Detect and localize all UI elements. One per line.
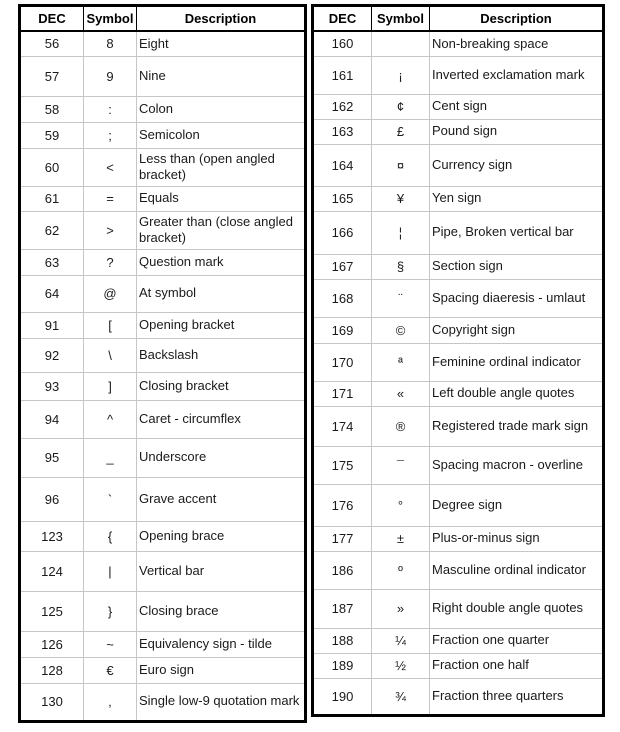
symbol-cell: ° bbox=[372, 484, 430, 526]
description-cell: Currency sign bbox=[430, 144, 604, 186]
dec-cell: 58 bbox=[20, 96, 84, 122]
table-row bbox=[313, 526, 604, 551]
description-cell: Feminine ordinal indicator bbox=[430, 343, 604, 381]
symbol-cell: : bbox=[84, 96, 137, 122]
header-dec: DEC bbox=[20, 6, 84, 32]
description-cell: Fraction one quarter bbox=[430, 628, 604, 653]
table-row bbox=[20, 31, 306, 56]
description-cell: Pound sign bbox=[430, 119, 604, 144]
description-cell: Plus-or-minus sign bbox=[430, 526, 604, 551]
table-row bbox=[313, 119, 604, 144]
description-cell: Caret - circumflex bbox=[137, 400, 306, 438]
table-row bbox=[20, 211, 306, 249]
symbol-cell: ¤ bbox=[372, 144, 430, 186]
symbol-cell: ¼ bbox=[372, 628, 430, 653]
symbol-cell: ] bbox=[84, 372, 137, 400]
table-row bbox=[20, 438, 306, 477]
description-cell: Section sign bbox=[430, 254, 604, 279]
description-cell: Fraction three quarters bbox=[430, 678, 604, 715]
symbol-cell: \ bbox=[84, 338, 137, 372]
dec-cell: 93 bbox=[20, 372, 84, 400]
table-row bbox=[313, 31, 604, 56]
description-cell: Closing bracket bbox=[137, 372, 306, 400]
symbol-cell: _ bbox=[84, 438, 137, 477]
table-row bbox=[20, 521, 306, 551]
symbol-cell: ¢ bbox=[372, 94, 430, 119]
ascii-table-right bbox=[311, 4, 605, 717]
dec-cell: 171 bbox=[313, 381, 372, 406]
dec-cell: 170 bbox=[313, 343, 372, 381]
dec-cell: 186 bbox=[313, 551, 372, 589]
header-symbol: Symbol bbox=[84, 6, 137, 32]
description-cell: At symbol bbox=[137, 275, 306, 312]
description-cell: Less than (open angled bracket) bbox=[137, 148, 306, 186]
header-row bbox=[20, 6, 306, 32]
symbol-cell: ; bbox=[84, 122, 137, 148]
symbol-cell: 9 bbox=[84, 56, 137, 96]
table-row bbox=[20, 96, 306, 122]
dec-cell: 59 bbox=[20, 122, 84, 148]
table-row bbox=[313, 628, 604, 653]
dec-cell: 64 bbox=[20, 275, 84, 312]
character-code-tables bbox=[18, 4, 605, 723]
table-row bbox=[313, 254, 604, 279]
table-row bbox=[313, 317, 604, 343]
symbol-cell: º bbox=[372, 551, 430, 589]
symbol-cell: ¯ bbox=[372, 446, 430, 484]
description-cell: Greater than (close angled bracket) bbox=[137, 211, 306, 249]
table-row bbox=[20, 657, 306, 683]
dec-cell: 168 bbox=[313, 279, 372, 317]
table-row bbox=[20, 683, 306, 721]
table-row bbox=[20, 148, 306, 186]
table-row bbox=[20, 312, 306, 338]
dec-cell: 60 bbox=[20, 148, 84, 186]
description-cell: Vertical bar bbox=[137, 551, 306, 591]
dec-cell: 96 bbox=[20, 477, 84, 521]
header-row bbox=[313, 6, 604, 32]
symbol-cell: ¥ bbox=[372, 186, 430, 211]
table-row bbox=[20, 249, 306, 275]
table-row bbox=[20, 338, 306, 372]
dec-cell: 123 bbox=[20, 521, 84, 551]
description-cell: Inverted exclamation mark bbox=[430, 56, 604, 94]
dec-cell: 61 bbox=[20, 186, 84, 211]
description-cell: Opening bracket bbox=[137, 312, 306, 338]
symbol-cell: ¡ bbox=[372, 56, 430, 94]
table-row bbox=[313, 211, 604, 254]
symbol-cell: ½ bbox=[372, 653, 430, 678]
table-row bbox=[20, 400, 306, 438]
table-row bbox=[20, 477, 306, 521]
description-cell: Fraction one half bbox=[430, 653, 604, 678]
description-cell: Question mark bbox=[137, 249, 306, 275]
symbol-cell: ^ bbox=[84, 400, 137, 438]
dec-cell: 162 bbox=[313, 94, 372, 119]
dec-cell: 190 bbox=[313, 678, 372, 715]
symbol-cell: @ bbox=[84, 275, 137, 312]
dec-cell: 63 bbox=[20, 249, 84, 275]
description-cell: Non-breaking space bbox=[430, 31, 604, 56]
description-cell: Closing brace bbox=[137, 591, 306, 631]
description-cell: Masculine ordinal indicator bbox=[430, 551, 604, 589]
dec-cell: 125 bbox=[20, 591, 84, 631]
description-cell: Pipe, Broken vertical bar bbox=[430, 211, 604, 254]
symbol-cell: ¦ bbox=[372, 211, 430, 254]
description-cell: Registered trade mark sign bbox=[430, 406, 604, 446]
description-cell: Euro sign bbox=[137, 657, 306, 683]
table-row bbox=[20, 591, 306, 631]
table-row bbox=[313, 94, 604, 119]
symbol-cell: ¨ bbox=[372, 279, 430, 317]
header-description: Description bbox=[430, 6, 604, 32]
dec-cell: 124 bbox=[20, 551, 84, 591]
description-cell: Copyright sign bbox=[430, 317, 604, 343]
dec-cell: 126 bbox=[20, 631, 84, 657]
symbol-cell: § bbox=[372, 254, 430, 279]
symbol-cell: < bbox=[84, 148, 137, 186]
description-cell: Spacing diaeresis - umlaut bbox=[430, 279, 604, 317]
table-row bbox=[313, 484, 604, 526]
symbol-cell: [ bbox=[84, 312, 137, 338]
table-row bbox=[20, 186, 306, 211]
symbol-cell: ‚ bbox=[84, 683, 137, 721]
dec-cell: 130 bbox=[20, 683, 84, 721]
dec-cell: 177 bbox=[313, 526, 372, 551]
table-header-left bbox=[20, 6, 306, 32]
dec-cell: 174 bbox=[313, 406, 372, 446]
symbol-cell: { bbox=[84, 521, 137, 551]
dec-cell: 166 bbox=[313, 211, 372, 254]
table-row bbox=[313, 186, 604, 211]
table-row bbox=[20, 551, 306, 591]
description-cell: Colon bbox=[137, 96, 306, 122]
symbol-cell: € bbox=[84, 657, 137, 683]
table-row bbox=[20, 631, 306, 657]
symbol-cell: ª bbox=[372, 343, 430, 381]
table-body-left bbox=[20, 31, 306, 721]
symbol-cell: ± bbox=[372, 526, 430, 551]
table-row bbox=[313, 446, 604, 484]
dec-cell: 169 bbox=[313, 317, 372, 343]
dec-cell: 57 bbox=[20, 56, 84, 96]
description-cell: Cent sign bbox=[430, 94, 604, 119]
table-row bbox=[313, 279, 604, 317]
symbol-cell: © bbox=[372, 317, 430, 343]
table-row bbox=[313, 144, 604, 186]
table-row bbox=[313, 551, 604, 589]
dec-cell: 62 bbox=[20, 211, 84, 249]
dec-cell: 167 bbox=[313, 254, 372, 279]
symbol-cell: | bbox=[84, 551, 137, 591]
dec-cell: 95 bbox=[20, 438, 84, 477]
description-cell: Single low-9 quotation mark bbox=[137, 683, 306, 721]
symbol-cell: } bbox=[84, 591, 137, 631]
symbol-cell: £ bbox=[372, 119, 430, 144]
header-description: Description bbox=[137, 6, 306, 32]
table-row bbox=[313, 381, 604, 406]
symbol-cell: ~ bbox=[84, 631, 137, 657]
table-row bbox=[313, 589, 604, 628]
description-cell: Left double angle quotes bbox=[430, 381, 604, 406]
symbol-cell: ® bbox=[372, 406, 430, 446]
header-dec: DEC bbox=[313, 6, 372, 32]
table-body-right bbox=[313, 31, 604, 715]
symbol-cell: ? bbox=[84, 249, 137, 275]
dec-cell: 161 bbox=[313, 56, 372, 94]
table-row bbox=[20, 275, 306, 312]
description-cell: Opening brace bbox=[137, 521, 306, 551]
description-cell: Equivalency sign - tilde bbox=[137, 631, 306, 657]
description-cell: Right double angle quotes bbox=[430, 589, 604, 628]
table-row bbox=[313, 653, 604, 678]
dec-cell: 92 bbox=[20, 338, 84, 372]
dec-cell: 163 bbox=[313, 119, 372, 144]
header-symbol: Symbol bbox=[372, 6, 430, 32]
table-row bbox=[20, 372, 306, 400]
symbol-cell: ` bbox=[84, 477, 137, 521]
description-cell: Equals bbox=[137, 186, 306, 211]
dec-cell: 189 bbox=[313, 653, 372, 678]
symbol-cell: » bbox=[372, 589, 430, 628]
table-header-right bbox=[313, 6, 604, 32]
table-row bbox=[313, 678, 604, 715]
symbol-cell: = bbox=[84, 186, 137, 211]
symbol-cell: « bbox=[372, 381, 430, 406]
description-cell: Semicolon bbox=[137, 122, 306, 148]
dec-cell: 176 bbox=[313, 484, 372, 526]
dec-cell: 56 bbox=[20, 31, 84, 56]
dec-cell: 187 bbox=[313, 589, 372, 628]
symbol-cell bbox=[372, 31, 430, 56]
dec-cell: 94 bbox=[20, 400, 84, 438]
dec-cell: 164 bbox=[313, 144, 372, 186]
description-cell: Underscore bbox=[137, 438, 306, 477]
description-cell: Yen sign bbox=[430, 186, 604, 211]
table-row bbox=[20, 122, 306, 148]
dec-cell: 188 bbox=[313, 628, 372, 653]
dec-cell: 128 bbox=[20, 657, 84, 683]
table-row bbox=[20, 56, 306, 96]
dec-cell: 165 bbox=[313, 186, 372, 211]
description-cell: Grave accent bbox=[137, 477, 306, 521]
symbol-cell: 8 bbox=[84, 31, 137, 56]
description-cell: Nine bbox=[137, 56, 306, 96]
symbol-cell: ¾ bbox=[372, 678, 430, 715]
table-row bbox=[313, 56, 604, 94]
description-cell: Spacing macron - overline bbox=[430, 446, 604, 484]
dec-cell: 91 bbox=[20, 312, 84, 338]
description-cell: Eight bbox=[137, 31, 306, 56]
description-cell: Degree sign bbox=[430, 484, 604, 526]
ascii-table-left bbox=[18, 4, 307, 723]
dec-cell: 160 bbox=[313, 31, 372, 56]
description-cell: Backslash bbox=[137, 338, 306, 372]
table-row bbox=[313, 406, 604, 446]
symbol-cell: > bbox=[84, 211, 137, 249]
dec-cell: 175 bbox=[313, 446, 372, 484]
table-row bbox=[313, 343, 604, 381]
